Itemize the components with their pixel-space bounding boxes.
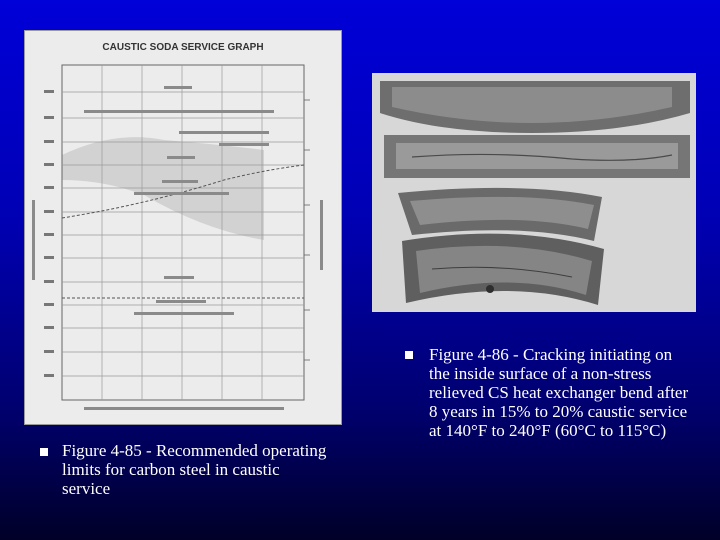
left-caption-bullet <box>40 448 48 456</box>
caustic-soda-service-graph-image <box>24 30 342 425</box>
right-caption-bullet <box>405 351 413 359</box>
cracked-tube-photo <box>372 73 696 312</box>
graph-scan <box>24 30 342 425</box>
cracked-tube-illustration <box>372 73 696 312</box>
graph-title: CAUSTIC SODA SERVICE GRAPH <box>102 42 264 53</box>
right-figure-caption: Figure 4-86 - Cracking initiating on the inside surface of a non-stress relieved CS heat exchanger bend after 8 years in 15% to 20% caustic service at 140°F to 240°F (60°C to 115°C) <box>429 345 689 440</box>
left-figure-caption: Figure 4-85 - Recommended operating limits for carbon steel in caustic service <box>62 441 327 498</box>
